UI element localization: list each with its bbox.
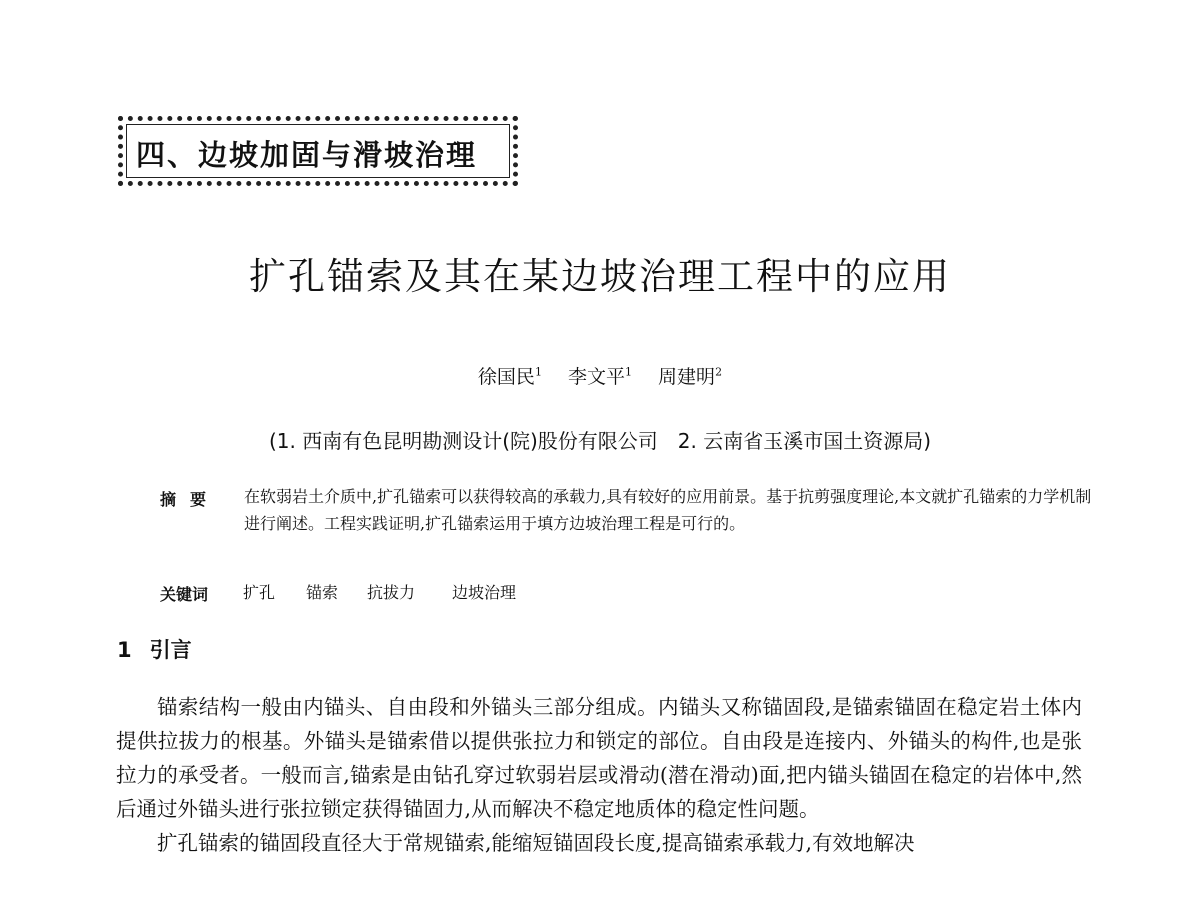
section-heading: 四、边坡加固与滑坡治理	[136, 138, 478, 172]
paragraph: 锚索结构一般由内锚头、自由段和外锚头三部分组成。内锚头又称锚固段,是锚索锚固在稳定岩土体内提供拉拔力的根基。外锚头是锚索借以提供张拉力和锁定的部位。自由段是连接内、外锚头的构件,也是张拉力的承受者。一般而言,锚索是由钻孔穿过软弱岩层或滑动(潜在滑动)面,把内锚头锚固在稳定的岩体中,然后通过外锚头进行张拉锁定获得锚固力,从而解决不稳定地质体的稳定性问题。	[116, 695, 1082, 821]
paragraph: 扩孔锚索的锚固段直径大于常规锚索,能缩短锚固段长度,提高锚索承载力,有效地解决	[157, 831, 915, 855]
keyword: 抗拔力	[367, 583, 416, 602]
author: 周建明$^2$	[658, 365, 723, 388]
keywords-label: 关键词	[160, 585, 209, 604]
body-text	[116, 690, 1082, 860]
section-number: 1	[117, 638, 132, 662]
author-list	[0, 362, 1200, 389]
keyword: 扩孔	[243, 583, 276, 602]
section-title: 引言	[149, 638, 192, 662]
keyword: 边坡治理	[452, 583, 517, 602]
section-1-heading	[117, 634, 192, 664]
author: 李文平$^1$	[567, 365, 632, 388]
keyword: 锚索	[306, 583, 339, 602]
abstract-text: 在软弱岩土介质中,扩孔锚索可以获得较高的承载力,具有较好的应用前景。基于抗剪强度理论,本文就扩孔锚索的力学机制进行阐述。工程实践证明,扩孔锚索运用于填方边坡治理工程是可行的。	[244, 487, 1092, 533]
author: 徐国民$^1$	[477, 365, 542, 388]
article-title: 扩孔锚索及其在某边坡治理工程中的应用	[249, 255, 951, 298]
abstract-label: 摘要	[160, 490, 221, 509]
affiliations: (1. 西南有色昆明勘测设计(院)股份有限公司 2. 云南省玉溪市国土资源局)	[268, 429, 932, 453]
